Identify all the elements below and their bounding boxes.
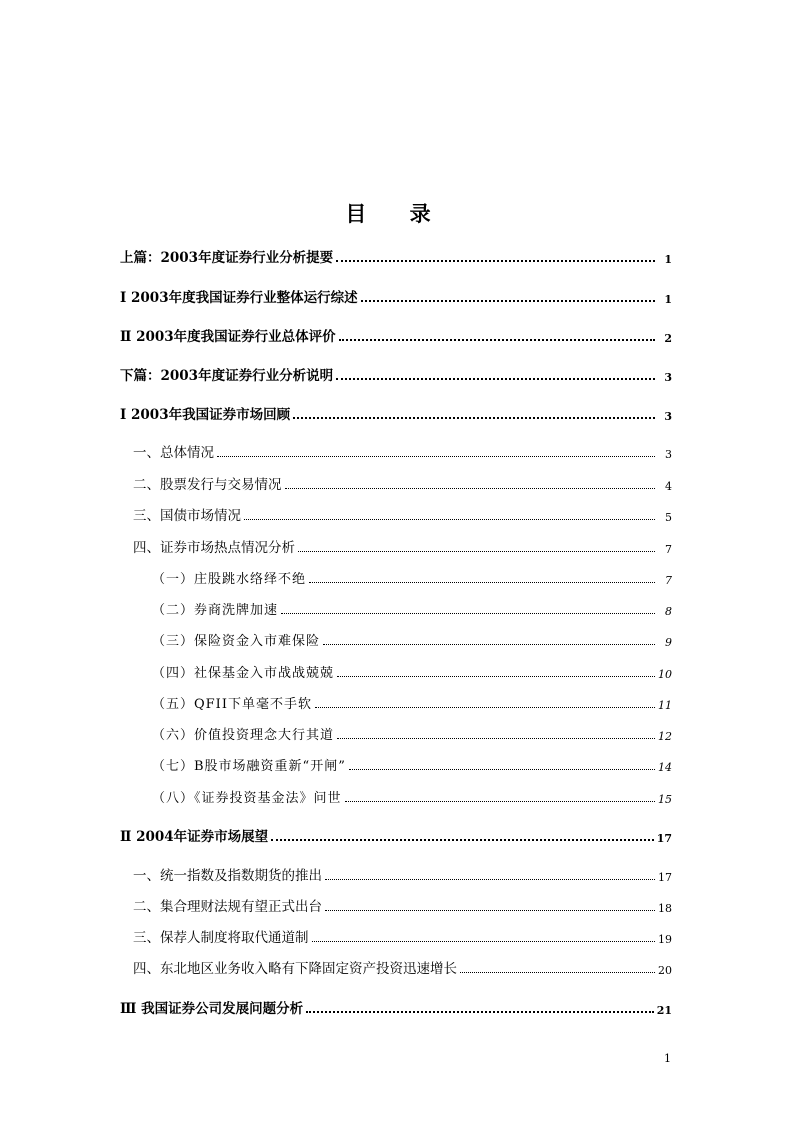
toc-entry-page: 17 [658, 871, 672, 884]
toc-entry-label: （七）B股市场融资重新“开闸” [152, 759, 346, 774]
toc-entry[interactable] [120, 403, 672, 423]
toc-entry-label: （五）QFII下单毫不手软 [152, 697, 312, 712]
toc-entry-label: Ⅱ 2004年证券市场展望 [120, 829, 269, 845]
toc-entry-page: 11 [658, 699, 672, 712]
toc-entry-label: 一、统一指数及指数期货的推出 [133, 868, 322, 884]
toc-entry-page: 17 [656, 832, 672, 845]
toc-dot-leader [306, 1011, 654, 1013]
toc-dot-leader [244, 519, 655, 520]
toc-entry[interactable] [152, 692, 672, 712]
page-number: 1 [664, 1052, 671, 1065]
toc-entry[interactable] [120, 825, 672, 845]
toc-entry[interactable] [120, 325, 672, 345]
toc-entry-label: 二、集合理财法规有望正式出台 [133, 899, 322, 915]
toc-dot-leader [298, 551, 655, 552]
toc-entry-page: 7 [665, 543, 672, 556]
toc-entry[interactable] [120, 286, 672, 306]
toc-entry-label: （一）庄股跳水络绎不绝 [152, 572, 307, 587]
toc-entry[interactable] [133, 957, 672, 977]
toc-dot-leader [336, 378, 655, 380]
toc-entry-page: 3 [665, 448, 672, 461]
toc-dot-leader [460, 972, 655, 973]
toc-entry[interactable] [133, 504, 672, 524]
toc-entry-page: 5 [665, 511, 672, 524]
toc-dot-leader [336, 260, 655, 262]
toc-entry[interactable] [152, 629, 672, 649]
toc-dot-leader [339, 339, 655, 341]
toc-entry[interactable] [152, 723, 672, 743]
toc-entry-label: Ⅲ 我国证券公司发展问题分析 [120, 1001, 304, 1017]
toc-dot-leader [349, 769, 655, 770]
toc-entry-page: 1 [664, 253, 672, 266]
toc-entry[interactable] [133, 441, 672, 461]
toc-entry-label: Ⅰ 2003年度我国证券行业整体运行综述 [120, 290, 358, 306]
toc-entry[interactable] [120, 997, 672, 1017]
toc-dot-leader [281, 613, 655, 614]
toc-entry-page: 12 [658, 730, 672, 743]
toc-entry-page: 3 [664, 371, 672, 384]
toc-entry[interactable] [133, 473, 672, 493]
toc-entry[interactable] [152, 567, 672, 587]
toc-dot-leader [323, 644, 655, 645]
toc-entry-page: 2 [664, 332, 672, 345]
toc-entry-page: 15 [658, 793, 672, 806]
toc-entry-label: 三、保荐人制度将取代通道制 [133, 930, 309, 946]
toc-entry-page: 18 [658, 902, 672, 915]
toc-entry-label: 四、东北地区业务收入略有下降固定资产投资迅速增长 [133, 961, 457, 977]
toc-entry[interactable] [133, 864, 672, 884]
toc-dot-leader [337, 738, 655, 739]
toc-dot-leader [345, 801, 655, 802]
toc-entry-label: Ⅱ 2003年度我国证券行业总体评价 [120, 329, 336, 345]
toc-entry-label: 一、总体情况 [133, 445, 214, 461]
toc-entry-label: Ⅰ 2003年我国证券市场回顾 [120, 407, 291, 423]
toc-entry-page: 20 [658, 964, 672, 977]
toc-entry-page: 4 [665, 480, 672, 493]
toc-entry-label: 上篇：2003年度证券行业分析提要 [120, 250, 334, 266]
toc-dot-leader [312, 941, 656, 942]
toc-dot-leader [309, 582, 655, 583]
toc-entry-page: 14 [658, 761, 672, 774]
toc-entry[interactable] [133, 536, 672, 556]
toc-dot-leader [217, 456, 655, 457]
toc-entry-page: 7 [665, 574, 672, 587]
toc-entry[interactable] [133, 895, 672, 915]
toc-entry-label: （二）券商洗牌加速 [152, 603, 279, 618]
toc-dot-leader [271, 839, 654, 841]
toc-entry[interactable] [152, 661, 672, 681]
toc-title: 目 录 [345, 201, 449, 226]
toc-entry-page: 9 [665, 636, 672, 649]
toc-entry-label: （八）《证券投资基金法》问世 [152, 791, 342, 806]
toc-entry-page: 1 [664, 293, 672, 306]
toc-entry-label: （四）社保基金入市战战兢兢 [152, 666, 335, 681]
toc-entry-label: 三、国债市场情况 [133, 508, 241, 524]
toc-entry[interactable] [152, 786, 672, 806]
toc-entry-page: 10 [658, 668, 672, 681]
toc-dot-leader [285, 488, 656, 489]
toc-entry[interactable] [152, 598, 672, 618]
toc-dot-leader [293, 417, 655, 419]
toc-entry[interactable] [120, 246, 672, 266]
toc-entry-label: （三）保险资金入市难保险 [152, 634, 321, 649]
toc-entry[interactable] [152, 754, 672, 774]
toc-entry-label: 四、证券市场热点情况分析 [133, 540, 295, 556]
toc-entry-page: 8 [665, 605, 672, 618]
toc-entry[interactable] [133, 926, 672, 946]
toc-dot-leader [325, 879, 655, 880]
toc-entry-label: 二、股票发行与交易情况 [133, 477, 282, 493]
toc-entry-label: （六）价值投资理念大行其道 [152, 728, 335, 743]
toc-entry[interactable] [120, 364, 672, 384]
toc-dot-leader [315, 707, 655, 708]
toc-dot-leader [325, 910, 655, 911]
toc-dot-leader [361, 300, 655, 302]
toc-entry-page: 3 [664, 410, 672, 423]
toc-entry-page: 19 [658, 933, 672, 946]
toc-entry-label: 下篇：2003年度证券行业分析说明 [120, 368, 334, 384]
toc-entry-page: 21 [656, 1004, 672, 1017]
toc-dot-leader [337, 676, 655, 677]
